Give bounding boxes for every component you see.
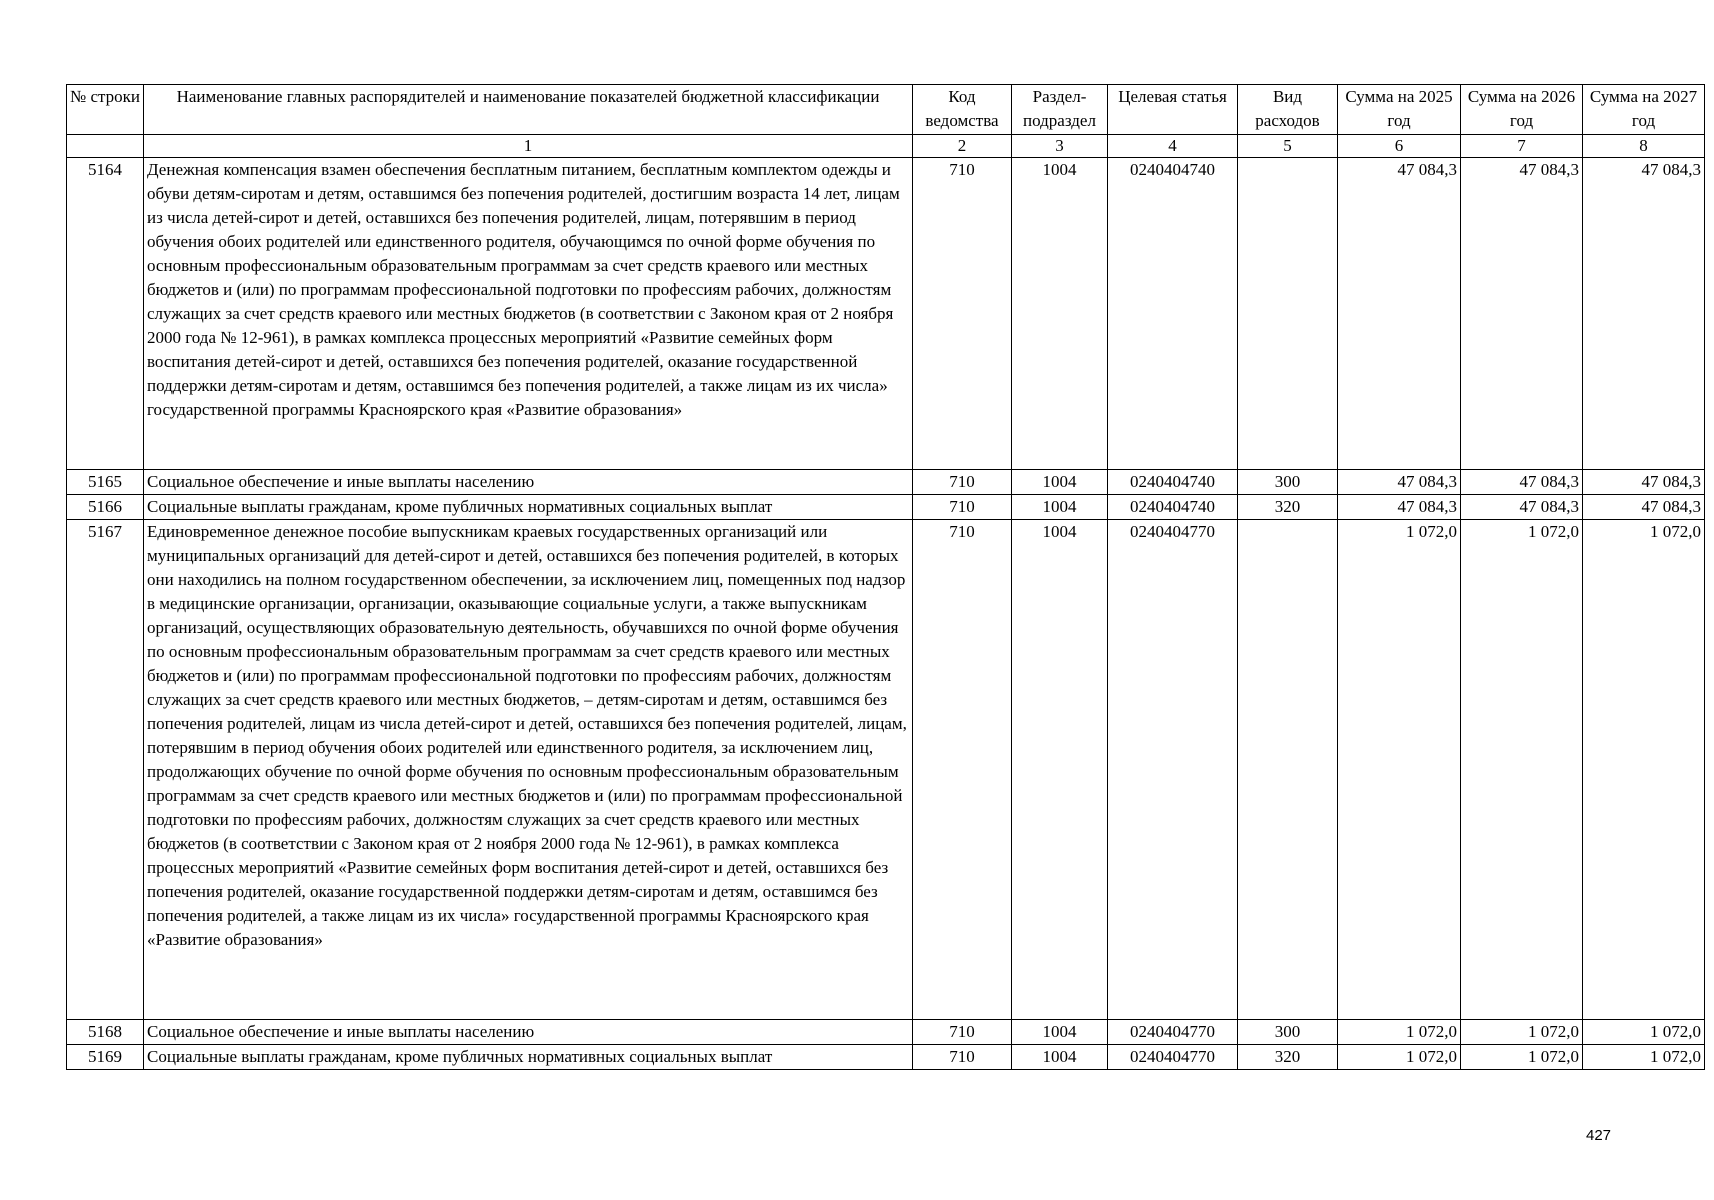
row-sum-2026: 1 072,0 <box>1461 520 1583 1020</box>
row-name: Социальные выплаты гражданам, кроме публичных нормативных социальных выплат <box>144 495 913 520</box>
row-number: 5167 <box>67 520 144 1020</box>
column-number: 6 <box>1338 135 1461 158</box>
column-numbers-row <box>67 135 1705 158</box>
row-sum-2027: 1 072,0 <box>1583 1045 1705 1070</box>
row-target-article: 0240404740 <box>1108 495 1238 520</box>
row-section: 1004 <box>1012 520 1108 1020</box>
row-dept-code: 710 <box>913 1045 1012 1070</box>
column-number: 1 <box>144 135 913 158</box>
budget-table <box>66 84 1705 1070</box>
row-dept-code: 710 <box>913 1020 1012 1045</box>
column-number: 4 <box>1108 135 1238 158</box>
row-sum-2027: 47 084,3 <box>1583 158 1705 470</box>
row-number: 5166 <box>67 495 144 520</box>
row-name: Социальные выплаты гражданам, кроме публичных нормативных социальных выплат <box>144 1045 913 1070</box>
row-sum-2027: 47 084,3 <box>1583 470 1705 495</box>
row-dept-code: 710 <box>913 520 1012 1020</box>
table-header-row <box>67 85 1705 135</box>
header-sum-2025: Сумма на 2025 год <box>1338 85 1461 135</box>
table-row <box>67 495 1705 520</box>
row-dept-code: 710 <box>913 158 1012 470</box>
header-sum-2027: Сумма на 2027 год <box>1583 85 1705 135</box>
row-target-article: 0240404740 <box>1108 470 1238 495</box>
table-row <box>67 1020 1705 1045</box>
header-target-article: Целевая статья <box>1108 85 1238 135</box>
table-row <box>67 470 1705 495</box>
header-dept-code: Код ведомства <box>913 85 1012 135</box>
column-number: 7 <box>1461 135 1583 158</box>
row-target-article: 0240404770 <box>1108 1045 1238 1070</box>
row-number: 5169 <box>67 1045 144 1070</box>
row-sum-2025: 47 084,3 <box>1338 158 1461 470</box>
row-sum-2026: 47 084,3 <box>1461 470 1583 495</box>
header-name: Наименование главных распорядителей и наименование показателей бюджетной классификации <box>144 85 913 135</box>
row-name: Социальное обеспечение и иные выплаты населению <box>144 1020 913 1045</box>
header-expense-type: Вид расходов <box>1238 85 1338 135</box>
row-expense-type <box>1238 520 1338 1020</box>
header-row-number: № строки <box>67 85 144 135</box>
row-number: 5165 <box>67 470 144 495</box>
row-sum-2026: 1 072,0 <box>1461 1020 1583 1045</box>
column-number: 3 <box>1012 135 1108 158</box>
row-sum-2027: 47 084,3 <box>1583 495 1705 520</box>
page-number: 427 <box>1586 1127 1612 1144</box>
table-row <box>67 1045 1705 1070</box>
row-dept-code: 710 <box>913 470 1012 495</box>
row-sum-2025: 1 072,0 <box>1338 520 1461 1020</box>
row-name: Денежная компенсация взамен обеспечения бесплатным питанием, бесплатным комплектом одежды и обуви детям-сиротам и детям, оставшимся без попечения родителей, достигшим возраста 14 лет, лицам из числа детей-сирот и детей, оставшихся без попечения родителей, лицам, потерявшим в период обучения обоих родителей или единственного родителя, обучающимся по очной форме обучения по основным профессиональным образовательным программам за счет средств краевого или местных бюджетов и (или) по программам профессиональной подготовки по профессиям рабочих, должностям служащих за счет средств краевого или местных бюджетов (в соответствии с Законом края от 2 ноября 2000 года № 12-961), в рамках комплекса процессных мероприятий «Развитие семейных форм воспитания детей-сирот и детей, оставшихся без попечения родителей, оказание государственной поддержки детям-сиротам и детям, оставшимся без попечения родителей, а также лицам из их числа» государственной программы Красноярского края «Развитие образования» <box>144 158 913 470</box>
row-target-article: 0240404770 <box>1108 1020 1238 1045</box>
row-expense-type: 300 <box>1238 1020 1338 1045</box>
row-target-article: 0240404740 <box>1108 158 1238 470</box>
row-section: 1004 <box>1012 158 1108 470</box>
column-number: 2 <box>913 135 1012 158</box>
column-number: 8 <box>1583 135 1705 158</box>
row-section: 1004 <box>1012 470 1108 495</box>
row-expense-type: 320 <box>1238 495 1338 520</box>
row-name: Социальное обеспечение и иные выплаты населению <box>144 470 913 495</box>
column-number <box>67 135 144 158</box>
column-number: 5 <box>1238 135 1338 158</box>
row-number: 5168 <box>67 1020 144 1045</box>
row-target-article: 0240404770 <box>1108 520 1238 1020</box>
header-section: Раздел-подраздел <box>1012 85 1108 135</box>
header-sum-2026: Сумма на 2026 год <box>1461 85 1583 135</box>
table-row <box>67 158 1705 470</box>
table-row <box>67 520 1705 1020</box>
row-sum-2025: 1 072,0 <box>1338 1020 1461 1045</box>
row-dept-code: 710 <box>913 495 1012 520</box>
row-sum-2025: 47 084,3 <box>1338 470 1461 495</box>
row-sum-2027: 1 072,0 <box>1583 1020 1705 1045</box>
row-sum-2026: 47 084,3 <box>1461 495 1583 520</box>
row-sum-2026: 47 084,3 <box>1461 158 1583 470</box>
row-name: Единовременное денежное пособие выпускникам краевых государственных организаций или муниципальных организаций для детей-сирот и детей, оставшихся без попечения родителей, в которых они находились на полном государственном обеспечении, за исключением лиц, помещенных под надзор в медицинские организации, организации, оказывающие социальные услуги, а также выпускникам организаций, осуществляющих образовательную деятельность, обучавшихся по очной форме обучения по основным профессиональным образовательным программам за счет средств краевого или местных бюджетов и (или) по программам профессиональной подготовки по профессиям рабочих, должностям служащих за счет средств краевого или местных бюджетов, – детям-сиротам и детям, оставшимся без попечения родителей, лицам из числа детей-сирот и детей, оставшихся без попечения родителей, лицам, потерявшим в период обучения обоих родителей или единственного родителя, за исключением лиц, продолжающих обучение по очной форме обучения по основным профессиональным образовательным программам за счет средств краевого или местных бюджетов и (или) по программам профессиональной подготовки по профессиям рабочих, должностям служащих за счет средств краевого или местных бюджетов (в соответствии с Законом края от 2 ноября 2000 года № 12-961), в рамках комплекса процессных мероприятий «Развитие семейных форм воспитания детей-сирот и детей, оставшихся без попечения родителей, оказание государственной поддержки детям-сиротам и детям, оставшимся без попечения родителей, а также лицам из их числа» государственной программы Красноярского края «Развитие образования» <box>144 520 913 1020</box>
row-expense-type: 320 <box>1238 1045 1338 1070</box>
row-section: 1004 <box>1012 1020 1108 1045</box>
row-sum-2026: 1 072,0 <box>1461 1045 1583 1070</box>
row-sum-2025: 47 084,3 <box>1338 495 1461 520</box>
row-number: 5164 <box>67 158 144 470</box>
row-sum-2025: 1 072,0 <box>1338 1045 1461 1070</box>
row-sum-2027: 1 072,0 <box>1583 520 1705 1020</box>
row-section: 1004 <box>1012 495 1108 520</box>
row-expense-type <box>1238 158 1338 470</box>
row-section: 1004 <box>1012 1045 1108 1070</box>
row-expense-type: 300 <box>1238 470 1338 495</box>
